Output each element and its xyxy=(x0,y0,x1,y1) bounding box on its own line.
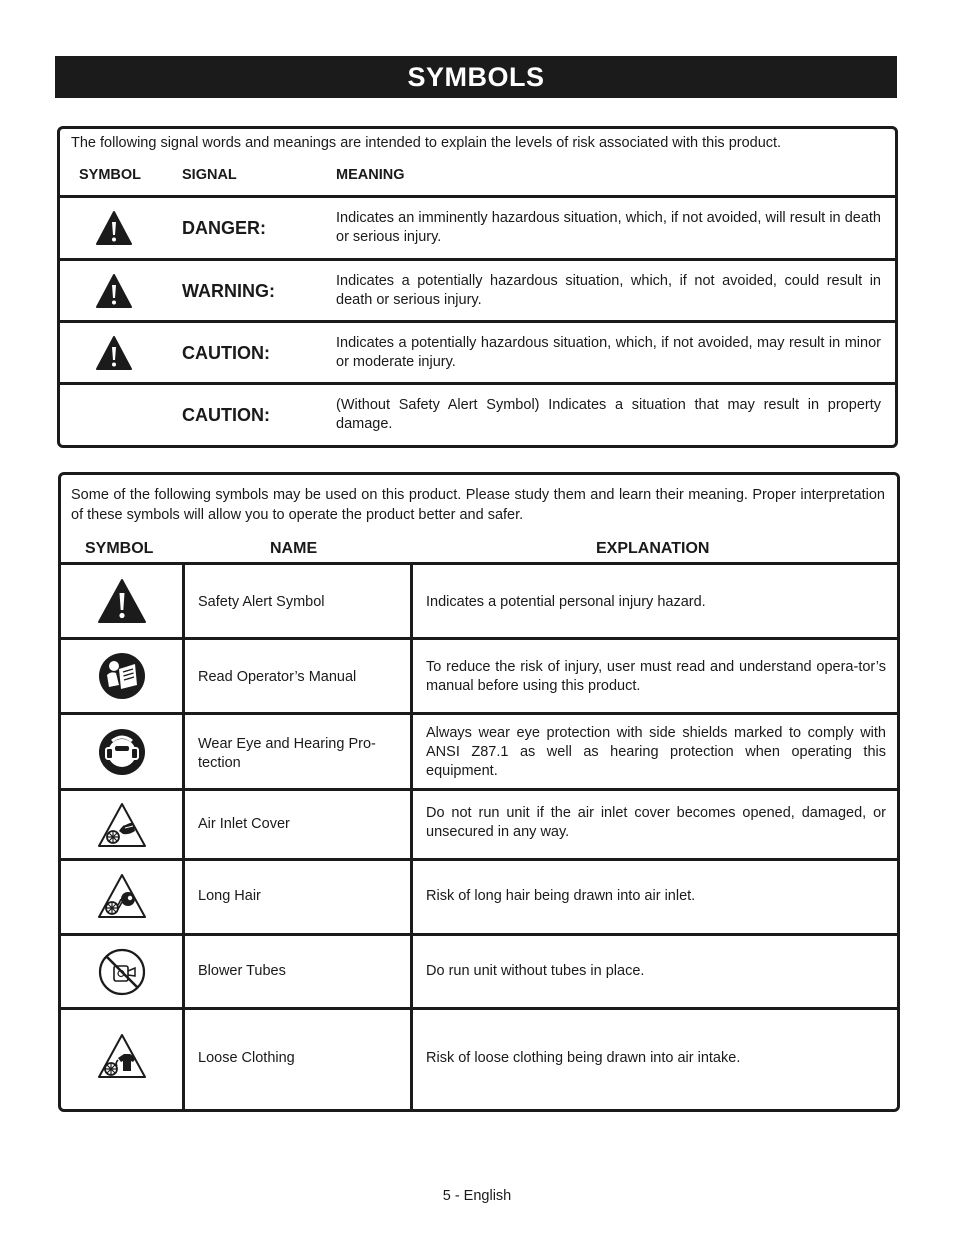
signal-word: WARNING: xyxy=(182,281,275,301)
signal-meaning: Indicates an imminently hazardous situation, which, if not avoided, will result in death or serious injury. xyxy=(336,210,881,245)
symbol-explanation: Do not run unit if the air inlet cover becomes opened, damaged, or unsecured in any way. xyxy=(426,805,886,840)
symbol-name: Long Hair xyxy=(198,888,261,904)
page-footer: 5 - English xyxy=(442,1188,512,1204)
signal-meaning: Indicates a potentially hazardous situation, which, if not avoided, could result in death or serious injury. xyxy=(336,273,881,308)
air-inlet-cover-icon xyxy=(97,801,147,851)
symbol-explanation: Do run unit without tubes in place. xyxy=(426,963,645,979)
signal-word: CAUTION: xyxy=(182,343,270,363)
header-symbol: SYMBOL xyxy=(79,167,142,183)
signal-meaning: (Without Safety Alert Symbol) Indicates a situation that may result in property damage. xyxy=(336,397,881,432)
symbol-name: Loose Clothing xyxy=(198,1050,295,1066)
signal-word: CAUTION: xyxy=(182,405,270,425)
symbol-explanation: Indicates a potential personal injury hazard. xyxy=(426,594,706,610)
eye-hearing-protection-icon xyxy=(97,727,147,777)
symbols-table xyxy=(58,472,900,1112)
symbol-explanation: Risk of loose clothing being drawn into air intake. xyxy=(426,1050,741,1066)
loose-clothing-icon xyxy=(97,1032,147,1082)
header-meaning: MEANING xyxy=(336,167,405,183)
signal-word: DANGER: xyxy=(182,218,266,238)
signal-words-table xyxy=(57,126,898,448)
symbol-name: Read Operator’s Manual xyxy=(198,669,357,685)
alert-triangle-icon xyxy=(96,211,132,245)
symbol-explanation: To reduce the risk of injury, user must read and understand opera-tor’s manual before using this product. xyxy=(426,659,886,694)
table-row xyxy=(61,1007,897,1112)
table-row xyxy=(60,195,895,258)
page-title: SYMBOLS xyxy=(55,56,897,98)
symbol-name: Air Inlet Cover xyxy=(198,816,290,832)
table-row xyxy=(60,382,895,445)
read-manual-icon xyxy=(97,651,147,701)
safety-alert-icon xyxy=(97,576,147,626)
symbol-name: Blower Tubes xyxy=(198,963,286,979)
symbol-explanation: Risk of long hair being drawn into air inlet. xyxy=(426,888,696,904)
header-signal: SIGNAL xyxy=(182,167,237,183)
header-symbol: SYMBOL xyxy=(85,540,154,557)
table-row xyxy=(61,788,897,858)
table-row xyxy=(61,562,897,637)
signal-meaning: Indicates a potentially hazardous situation, which, if not avoided, may result in minor or moderate injury. xyxy=(336,335,881,370)
long-hair-icon xyxy=(97,872,147,922)
blower-tubes-icon xyxy=(97,947,147,997)
table-row xyxy=(60,320,895,383)
signal-intro: The following signal words and meanings are intended to explain the levels of risk associated with this product. xyxy=(71,135,782,151)
symbols-intro: Some of the following symbols may be used on this product. Please study them and learn their meaning. Proper interpretation of these symbols will allow you to operate the product better and safer. xyxy=(71,487,885,523)
table-row xyxy=(61,858,897,933)
table-row xyxy=(61,637,897,712)
alert-triangle-icon xyxy=(96,336,132,370)
table-row xyxy=(60,258,895,321)
header-name: NAME xyxy=(270,540,318,557)
symbol-name: Safety Alert Symbol xyxy=(198,594,325,610)
header-explanation: EXPLANATION xyxy=(596,540,710,557)
table-row xyxy=(61,712,897,788)
symbol-explanation: Always wear eye protection with side shields marked to comply with ANSI Z87.1 as well as hearing protection when operating this equipment. xyxy=(426,725,886,779)
symbol-name: Wear Eye and Hearing Pro-tection xyxy=(198,736,376,771)
alert-triangle-icon xyxy=(96,274,132,308)
table-row xyxy=(61,933,897,1007)
